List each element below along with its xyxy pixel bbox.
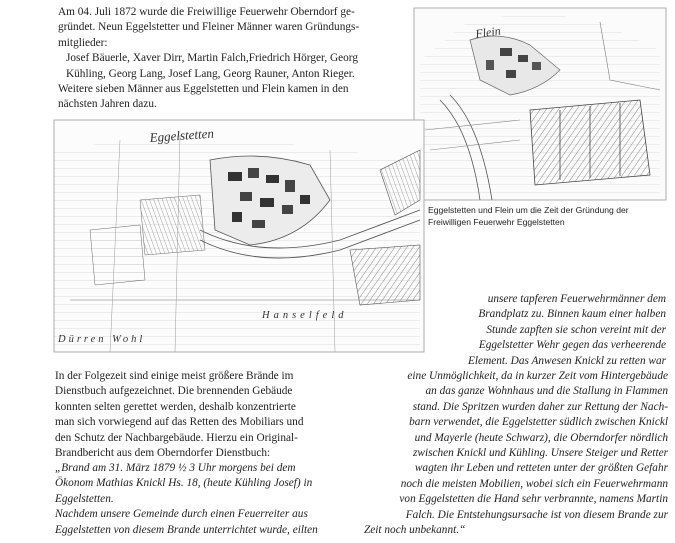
intro-line: nächsten Jahren dazu.: [58, 98, 157, 111]
quote-line: unsere tapferen Feuerwehrmänner dem: [487, 293, 666, 305]
quote-line: wagten ihr Leben und retteten unter der größten Gefahr: [414, 462, 668, 475]
map-label-flein: Flein: [474, 23, 502, 41]
quote-line: Element. Das Anwesen Knickl zu retten war: [468, 354, 666, 367]
quote-line: barn verwendet, die Eggelstetter südlich zwischen Knickl: [409, 416, 668, 429]
quote-line: zwischen Knickl und Kühling. Unsere Steiger und Retter: [413, 447, 668, 460]
left-column-body: [55, 369, 347, 461]
quote-line: stand. Die Spritzen wurden daher zur Rettung der Nach-: [412, 400, 668, 413]
map-caption: [428, 204, 668, 228]
founding-members: Kühling, Georg Lang, Josef Lang, Georg Rauner, Anton Rieger.: [66, 67, 355, 80]
body-line: den Schutz der Nachbargebäude. Hierzu ein Original-: [55, 431, 298, 444]
body-line: Brandbericht aus dem Oberndorfer Dienstbuch:: [55, 447, 271, 460]
quote-right-column: [364, 369, 668, 538]
body-line: man sich vorwiegend auf das Retten des Mobiliars und: [55, 416, 304, 429]
quote-line: Ökonom Mathias Knickl Hs. 18, (heute Kühling Josef) in: [55, 477, 313, 490]
quote-line: und Mayerle (heute Schwarz), die Oberndorfer nördlich: [414, 431, 668, 444]
map-label-eggelstetten: Eggelstetten: [149, 125, 215, 145]
intro-line: gründet. Neun Eggelstetter und Fleiner Männer waren Gründungs-: [58, 21, 360, 34]
map-panel-eggelstetten: [54, 120, 424, 352]
intro-line: mitglieder:: [58, 36, 108, 49]
quote-line: eine Unmöglichkeit, da in kurzer Zeit vom Hintergebäude: [407, 370, 668, 382]
quote-line: „Brand am 31. März 1879 ½ 3 Uhr morgens bei dem: [55, 462, 296, 474]
quote-line: von Eggelstetten die Hand sehr verbrannte, namens Martin: [399, 493, 668, 506]
intro-line: Am 04. Juli 1872 wurde die Freiwillige Feuerwehr Oberndorf ge-: [58, 6, 355, 18]
quote-line: Nachdem unsere Gemeinde durch einen Feuerreiter aus: [55, 508, 308, 521]
quote-line: Eggelstetten.: [55, 492, 114, 505]
map-caption-line: Eggelstetten und Flein um die Zeit der Gründung der: [428, 205, 629, 215]
quote-line: an das ganze Wohnhaus und die Stallung in Flammen: [425, 385, 668, 398]
map-label-hanselfeld: Hanselfeld: [262, 310, 348, 321]
quote-right-top: [428, 292, 666, 369]
body-line: Dienstbuch aufgezeichnet. Die brennenden Gebäude: [55, 385, 293, 398]
quote-line: Zeit noch unbekannt.“: [364, 524, 466, 537]
quote-line: Brandplatz zu. Binnen kaum einer halben: [478, 308, 666, 321]
map-panel-flein: [414, 8, 666, 200]
quote-line: Stunde zapften sie schon vereint mit der: [486, 323, 666, 336]
quote-left: [55, 461, 347, 538]
quote-line: Eggelstetten von diesem Brande unterrichtet wurde, eilten: [55, 523, 318, 536]
quote-line: Falch. Die Entstehungsursache ist von diesem Brande zur: [405, 508, 668, 521]
intro-line: Weitere sieben Männer aus Eggelstetten und Flein kamen in den: [58, 83, 349, 96]
quote-line: noch die meisten Mobilien, wobei sich ein Feuerwehrmann: [400, 477, 668, 490]
body-line: In der Folgezeit sind einige meist größere Brände im: [55, 370, 294, 382]
founding-members: Josef Bäuerle, Xaver Dirr, Martin Falch,Friedrich Hörger, Georg: [66, 52, 358, 65]
map-caption-line: Freiwilligen Feuerwehr Eggelstetten: [428, 217, 565, 227]
map-label-duerren-wohl: Dürren Wohl: [58, 334, 146, 345]
quote-line: Eggelstetter Wehr gegen das verheerende: [478, 339, 666, 352]
body-line: konnten selten gerettet werden, deshalb konzentrierte: [55, 400, 296, 413]
